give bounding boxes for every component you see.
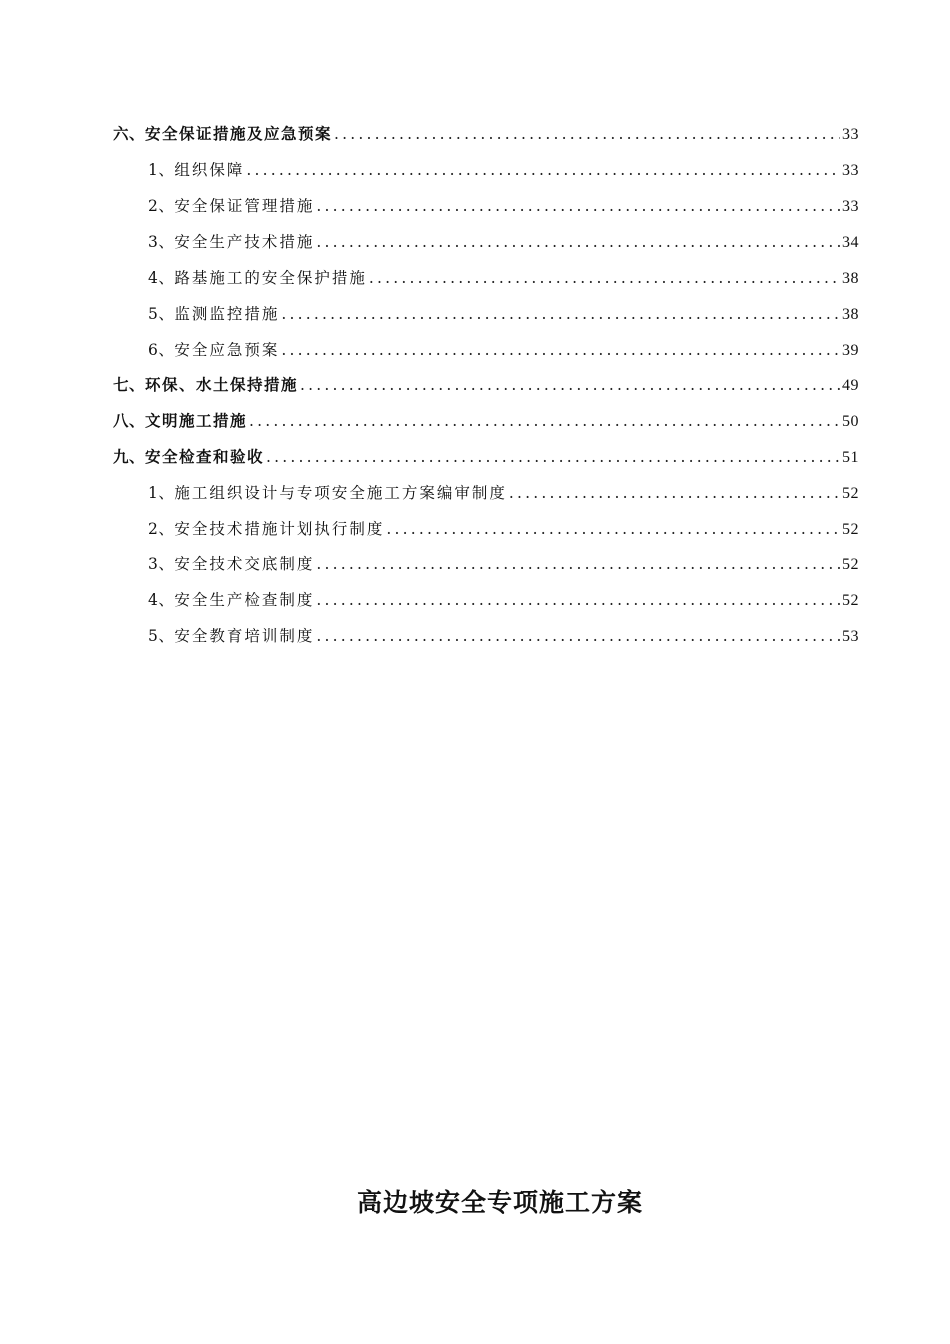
- toc-entry-number: 3、: [148, 233, 175, 251]
- toc-entry-number: 六、: [113, 124, 146, 143]
- toc-dot-leader: [281, 303, 840, 325]
- toc-entry-number: 4、: [148, 591, 175, 609]
- toc-entry-title: 安全生产技术措施: [174, 233, 315, 251]
- toc-entry-page: 52: [842, 485, 859, 502]
- toc-entry-number: 1、: [148, 161, 175, 179]
- toc-entry-title: 安全生产检查制度: [174, 591, 315, 609]
- toc-entry-title: 监测监控措施: [174, 305, 280, 323]
- toc-entry-number: 5、: [148, 627, 175, 645]
- toc-entry-number: 5、: [148, 305, 175, 323]
- toc-dot-leader: [316, 589, 840, 611]
- toc-dot-leader: [246, 159, 840, 181]
- toc-dot-leader: [386, 518, 840, 540]
- toc-entry-title: 安全保证管理措施: [174, 197, 315, 215]
- toc-entry[interactable]: [148, 589, 859, 612]
- toc-entry[interactable]: [148, 303, 859, 326]
- toc-entry-page: 51: [842, 449, 859, 466]
- toc-dot-leader: [369, 267, 840, 289]
- toc-entry[interactable]: [148, 267, 859, 290]
- toc-entry-page: 50: [842, 413, 859, 430]
- toc-entry-title: 安全检查和验收: [145, 447, 265, 466]
- toc-entry-page: 39: [842, 342, 859, 359]
- toc-dot-leader: [316, 625, 840, 647]
- toc-entry[interactable]: [148, 625, 859, 648]
- toc-entry-page: 52: [842, 556, 859, 573]
- toc-dot-leader: [334, 123, 840, 145]
- toc-dot-leader: [316, 553, 840, 575]
- toc-dot-leader: [266, 446, 840, 468]
- toc-entry[interactable]: [148, 518, 859, 541]
- toc-entry-title: 安全保证措施及应急预案: [145, 124, 333, 143]
- toc-entry-number: 七、: [113, 375, 146, 394]
- toc-entry-title: 环保、水土保持措施: [145, 375, 299, 394]
- toc-entry-number: 八、: [113, 411, 146, 430]
- toc-entry[interactable]: [113, 123, 859, 146]
- toc-entry[interactable]: [148, 231, 859, 254]
- toc-entry-page: 38: [842, 306, 859, 323]
- toc-entry[interactable]: [148, 482, 859, 505]
- toc-entry[interactable]: [148, 195, 859, 218]
- toc-entry-page: 53: [842, 628, 859, 645]
- toc-entry-page: 49: [842, 377, 859, 394]
- toc-entry-title: 路基施工的安全保护措施: [174, 269, 367, 287]
- toc-entry-page: 33: [842, 198, 859, 215]
- toc-dot-leader: [249, 410, 840, 432]
- toc-dot-leader: [316, 231, 840, 253]
- toc-entry[interactable]: [148, 339, 859, 362]
- toc-entry-number: 2、: [148, 520, 175, 538]
- toc-entry-title: 安全技术交底制度: [174, 555, 315, 573]
- toc-entry[interactable]: [113, 374, 859, 397]
- toc-entry-number: 2、: [148, 197, 175, 215]
- toc-entry-number: 4、: [148, 269, 175, 287]
- toc-entry[interactable]: [113, 446, 859, 469]
- toc-entry-title: 组织保障: [174, 161, 245, 179]
- toc-entry-title: 施工组织设计与专项安全施工方案编审制度: [174, 484, 507, 502]
- toc-entry-title: 安全教育培训制度: [174, 627, 315, 645]
- toc-entry-number: 九、: [113, 447, 146, 466]
- toc-entry[interactable]: [148, 553, 859, 576]
- toc-entry[interactable]: [148, 159, 859, 182]
- toc-entry-title: 安全技术措施计划执行制度: [174, 520, 385, 538]
- toc-dot-leader: [281, 339, 840, 361]
- toc-entry-page: 33: [842, 126, 859, 143]
- toc-entry-page: 52: [842, 521, 859, 538]
- toc-entry-page: 34: [842, 234, 859, 251]
- toc-dot-leader: [300, 374, 840, 396]
- toc-entry-page: 33: [842, 162, 859, 179]
- toc-dot-leader: [509, 482, 840, 504]
- toc-entry-number: 3、: [148, 555, 175, 573]
- toc-dot-leader: [316, 195, 840, 217]
- toc-entry-page: 38: [842, 270, 859, 287]
- toc-entry-number: 1、: [148, 484, 175, 502]
- toc-entry-number: 6、: [148, 341, 175, 359]
- toc-entry-title: 文明施工措施: [145, 411, 248, 430]
- toc-entry-page: 52: [842, 592, 859, 609]
- toc-entry-title: 安全应急预案: [174, 341, 280, 359]
- document-title: 高边坡安全专项施工方案: [356, 1188, 643, 1217]
- toc-entry[interactable]: [113, 410, 859, 433]
